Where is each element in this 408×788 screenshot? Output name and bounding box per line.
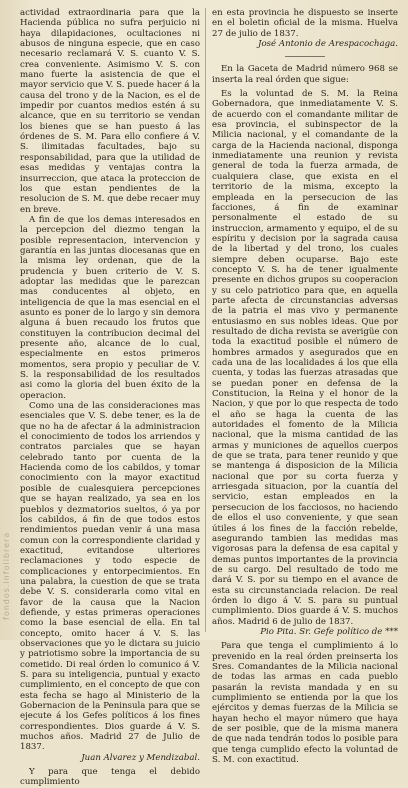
left-paragraph-2: A fin de que los demas interesados en la percepcion del diezmo tengan la posible representacion, intervencion y garantía en las juntas diocesanas que en la misma ley ordenan, que de la prudencia y buen criterio de V. S. adoptar las medidas que le parezcan mas conducentes al objeto, en inteligencia de que la mas esencial en el asunto es poner de lo largo y sin demora alguna á buen recaudo los frutos que constituyen la contribucion decimal del presente año, alcance de lo cual, especialmente en estos primeros momentos, sera propio y peculiar de V. S. la responsabilidad de los resultados asi como la gloria del buen éxito de la operacion.: [20, 214, 200, 401]
right-signature-2: Pio Pita. Sr. Gefe político de ***: [260, 626, 398, 637]
left-paragraph-4: Y para que tenga el debido cumplimiento: [20, 767, 200, 788]
side-watermark: fondos.infolibrera: [2, 531, 11, 620]
right-column: [212, 8, 398, 766]
left-column: [20, 8, 200, 788]
section-rule: [285, 56, 325, 57]
column-divider: [205, 8, 206, 632]
right-paragraph-2: En la Gaceta de Madrid número 968 se inserta la real órden que sigue:: [212, 64, 398, 85]
right-signature-1: José Antonio de Arespacochaga.: [258, 39, 398, 50]
left-paragraph-3: Como una de las consideraciones mas esenciales que V. S. debe tener, es la de que no ha de afectar á la administracion el conocimiento de todos los arriendos y contratos parciales que se hayan celebrado tanto por cuenta de la Hacienda como de los cabildos, y tomar conocimiento con la mayor exactitud posible de cualesquiera percepciones que se hayan realizado, ya sea en los pueblos y dezmatorios sueltos, ó ya por los cabildos, á fin de que todos estos rendimientos puedan venir á una masa comun con la correspondiente claridad y exactitud, evitandose ulteriores reclamaciones y todo especie de complicaciones y entorpecimientos. En una palabra, la cuestion de que se trata debe V. S. considerarla como vital en favor de la causa que la Nacion defiende, y estas primeras operaciones como la base esencial de ella. En tal concepto, omito hacer á V. S. las observaciones que yo le dictara su juicio y patriotismo sobre la importancia de su cometido. Di real órden lo comunico á V. S. para su inteligencia, puntual y exacto cumplimiento, en el concepto de que con esta fecha se hago al Ministerio de la Gobernacion de la Peninsula para que se ejecute á los Gefes políticos á los fines correspondientes. Dios guarde á V. S. muchos años. Madrid 27 de Julio de 1837.: [20, 401, 200, 753]
left-paragraph-1: actividad extraordinaria para que la Hacienda pública no sufra perjuicio ni haya dilapidaciones, ocultaciones ni abusos de ninguna especie, que en caso necesario reclamará V. S. cuanto V. S. crea conveniente. Asimismo V. S. con mano fuerte la asistencia de que el mayor servicio que V. S. puede hacer á la causa del trono y de la Nacion, es el de impedir por cuantos medios estén á su alcance, que en su territorio se vendan los bienes que se han puesto á las órdenes de S. M. Para ello confiere á V. S. ilimitadas facultades, bajo su responsabilidad, para que la utilidad de esas medidas y ventajas contra la insurreccion, que ataca la proteccion de los que estan pendientes de la resolucion de S. M. que debe recaer muy en breve.: [20, 8, 200, 215]
right-paragraph-3: Es la voluntad de S. M. la Reina Gobernadora, que inmediatamente V. S. de acuerdo con el comandante militar de esa provincia, el subinspector de la Milicia nacional, y el comandante de la carga de la Hacienda nacional, disponga inmediatamente una reunion y revista general de toda la fuerza armada, de cualquiera clase, que exista en el territorio de la misma, excepto la empleada en la persecucion de las facciones, á fin de examinar personalmente el estado de su instruccion, armamento y equipo, el de su espíritu y decision por la sagrada causa de la libertad y del trono, los cuales siempre deben ocuparse. Bajo este concepto V. S. ha de tener igualmente presente en dichos grupos su cooperacion y su celo patriotico para que, en aquella parte afecta de circunstancias adversas de la patria el mas vivo y permanente entusiasmo en sus nobles ideas. Que por resultado de dicha revista se averigüe con toda la exactitud posible el número de hombres armados y asegurados que en cada una de las localidades á los que ella cuenta, y todas las fuerzas atrasadas que se puedan poner en defensa de la Constitucion, la Reina y el honor de la Nacion, y que por lo que respecta de todo el año se haga la cuenta de las autoridades el fomento de la Milicia nacional, que la misma cantidad de las armas y municiones de aquellos cuerpos de que se trata, para tener reunido y que se mantenga á disposicion de la Milicia nacional que por su corta fuerza y arriesgada situacion, por la cuantía del servicio, estan empleados en la persecucion de los facciosos, no haciendo de ellos el uso conveniente, y que sean útiles á los fines de la facción rebelde, asegurando tambien las medidas mas vigorosas para la defensa de esa capital y demas puntos importantes de la provincia de su cargo. Del resultado de todo me dará V. S. por su tiempo en el avance de esta su circunstanciada relacion. De real órden lo digo á V. S. para su puntual cumplimiento. Dios guarde á V. S. muchos años. Madrid 6 de julio de 1837.: [212, 89, 398, 627]
right-paragraph-1: en esta provincia he dispuesto se inserte en el boletin oficial de la misma. Huelva 27 de julio de 1837.: [212, 8, 398, 39]
right-paragraph-4: Para que tenga el cumplimiento á lo prevenido en la real órden preinserta los Sres. Comandantes de la Milicia nacional de todas las armas en cada pueblo pasarán la revista mandada y en su cumplimiento se entienda por la que los ejércitos y demas fuerzas de la Milicia se hayan hecho el mayor número que haya de ser posible, que de la misma manera de que nada tendrán todos lo posible para que tenga cumplido efecto la voluntad de S. M. con exactitud.: [212, 641, 398, 766]
left-signature: Juan Alvarez y Mendizabal.: [81, 752, 200, 763]
